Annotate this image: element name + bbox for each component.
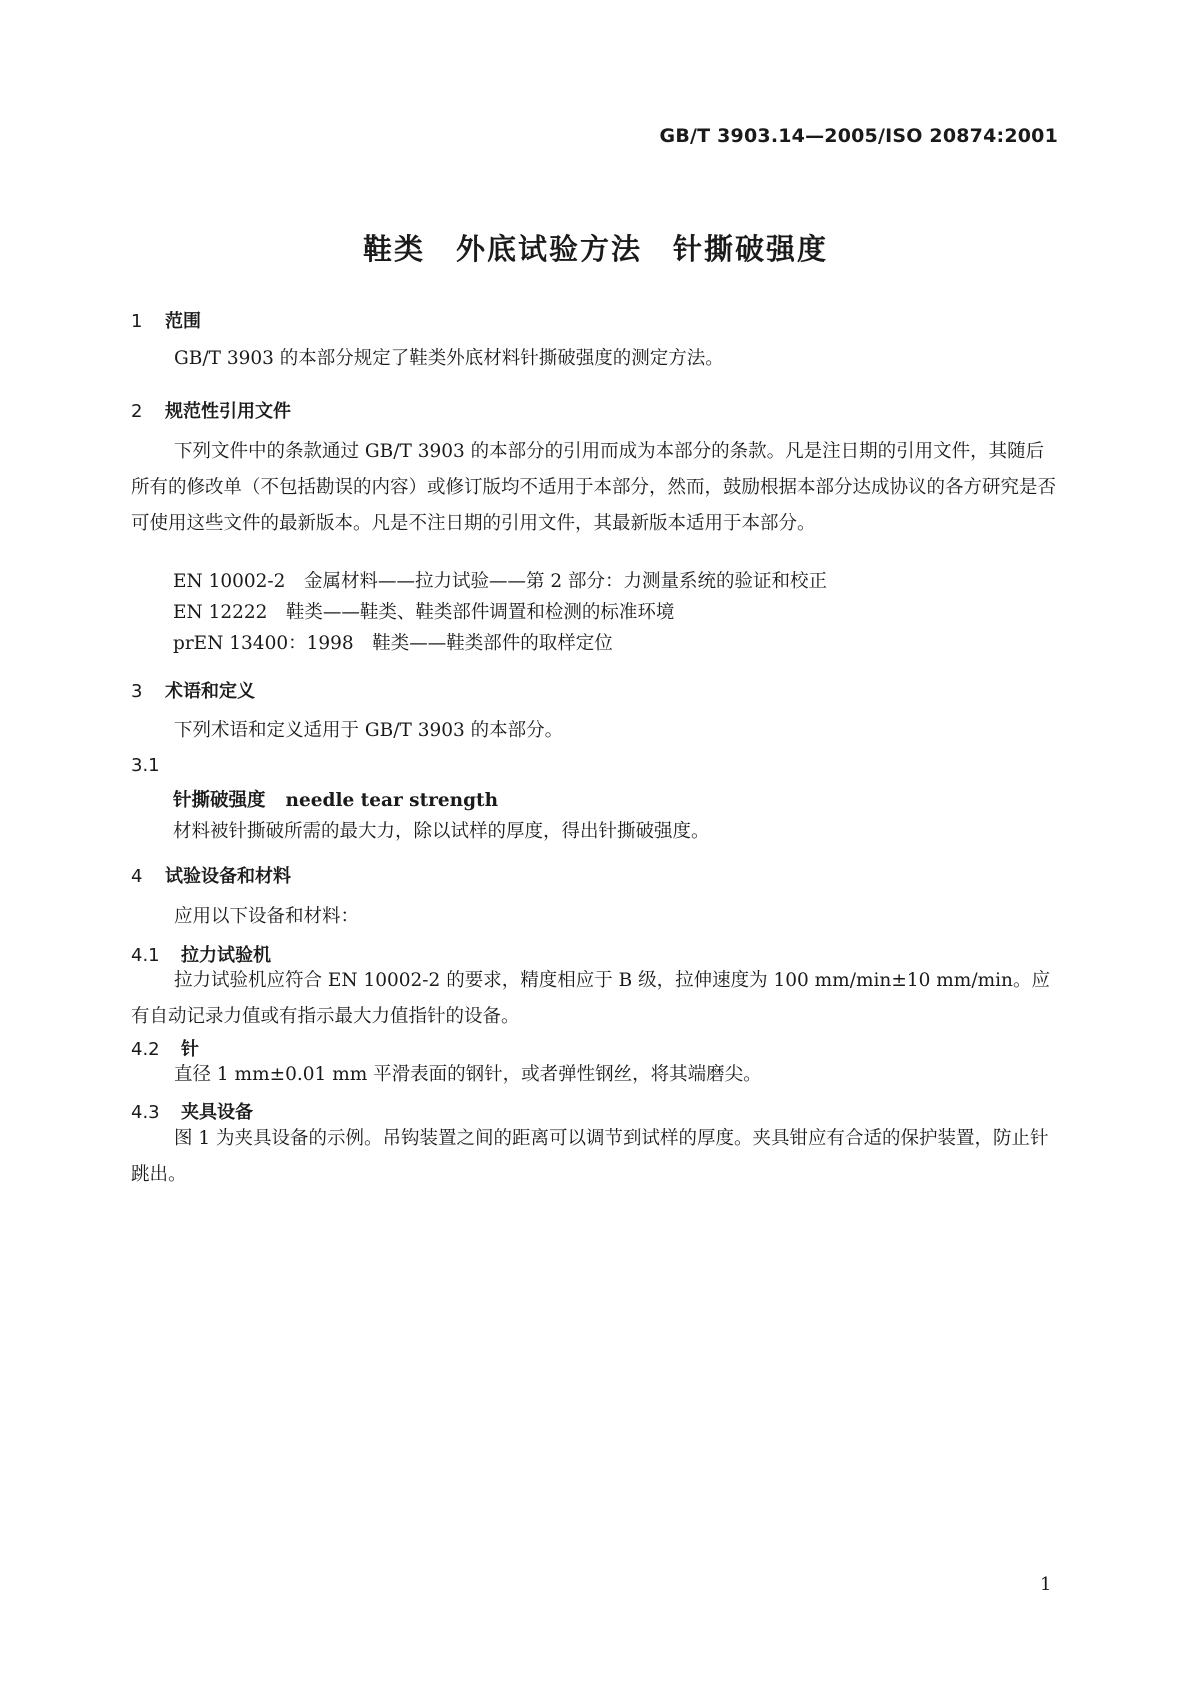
section-2-text: 下列文件中的条款通过 GB/T 3903 的本部分的引用而成为本部分的条款。凡是注日期的引用文件，其随后所有的修改单（不包括勘误的内容）或修订版均不适用于本部分，然而，鼓励根据本部分达成协议的各方研究是否可使用这些文件的最新版本。凡是不注日期的引用文件，其最新版本适用于本部分。 xyxy=(131,441,1057,534)
section-number: 4.1 xyxy=(131,945,160,966)
term-entry xyxy=(173,786,498,812)
page-number: 1 xyxy=(1040,1574,1052,1595)
section-1-heading xyxy=(131,307,201,333)
subsection-4-1-text: 拉力试验机应符合 EN 10002-2 的要求，精度相应于 B 级，拉伸速度为 100 mm/min±10 mm/min。应有自动记录力值或有指示最大力值指针的设备。 xyxy=(131,970,1050,1027)
section-number: 2 xyxy=(131,401,143,422)
normative-reference: prEN 13400：1998 鞋类——鞋类部件的取样定位 xyxy=(173,633,613,654)
term-definition: 材料被针撕破所需的最大力，除以试样的厚度，得出针撕破强度。 xyxy=(173,821,710,842)
section-number: 4.3 xyxy=(131,1102,160,1123)
section-title: 术语和定义 xyxy=(165,681,255,702)
subsection-4-2-text: 直径 1 mm±0.01 mm 平滑表面的钢针，或者弹性钢丝，将其端磨尖。 xyxy=(174,1064,762,1085)
normative-reference: EN 10002-2 金属材料——拉力试验——第 2 部分：力测量系统的验证和校正 xyxy=(173,571,827,592)
section-3-heading xyxy=(131,677,255,703)
section-number: 3 xyxy=(131,681,143,702)
normative-reference: EN 12222 鞋类——鞋类、鞋类部件调置和检测的标准环境 xyxy=(173,602,675,623)
section-3-text: 下列术语和定义适用于 GB/T 3903 的本部分。 xyxy=(174,720,564,741)
section-title: 试验设备和材料 xyxy=(165,866,291,887)
section-number: 4 xyxy=(131,866,143,887)
standard-code: GB/T 3903.14—2005/ISO 20874:2001 xyxy=(659,125,1058,147)
section-title: 夹具设备 xyxy=(181,1102,253,1123)
document-title: 鞋类 外底试验方法 针撕破强度 xyxy=(362,232,828,266)
section-4-heading xyxy=(131,862,291,888)
section-title: 范围 xyxy=(165,311,201,332)
subsection-4-3-text: 图 1 为夹具设备的示例。吊钩装置之间的距离可以调节到试样的厚度。夹具钳应有合适的保护装置，防止针跳出。 xyxy=(131,1128,1049,1185)
section-2-heading xyxy=(131,397,291,423)
section-title: 规范性引用文件 xyxy=(165,401,291,422)
term-english: needle tear strength xyxy=(285,790,499,811)
subsection-3-1-number xyxy=(131,755,165,776)
section-title: 针 xyxy=(181,1039,199,1060)
section-number: 3.1 xyxy=(131,755,160,776)
section-number: 1 xyxy=(131,311,143,332)
section-number: 4.2 xyxy=(131,1039,160,1060)
section-4-text: 应用以下设备和材料： xyxy=(174,906,360,927)
section-1-text: GB/T 3903 的本部分规定了鞋类外底材料针撕破强度的测定方法。 xyxy=(174,348,724,369)
section-title: 拉力试验机 xyxy=(181,945,271,966)
term-chinese: 针撕破强度 xyxy=(173,790,266,811)
